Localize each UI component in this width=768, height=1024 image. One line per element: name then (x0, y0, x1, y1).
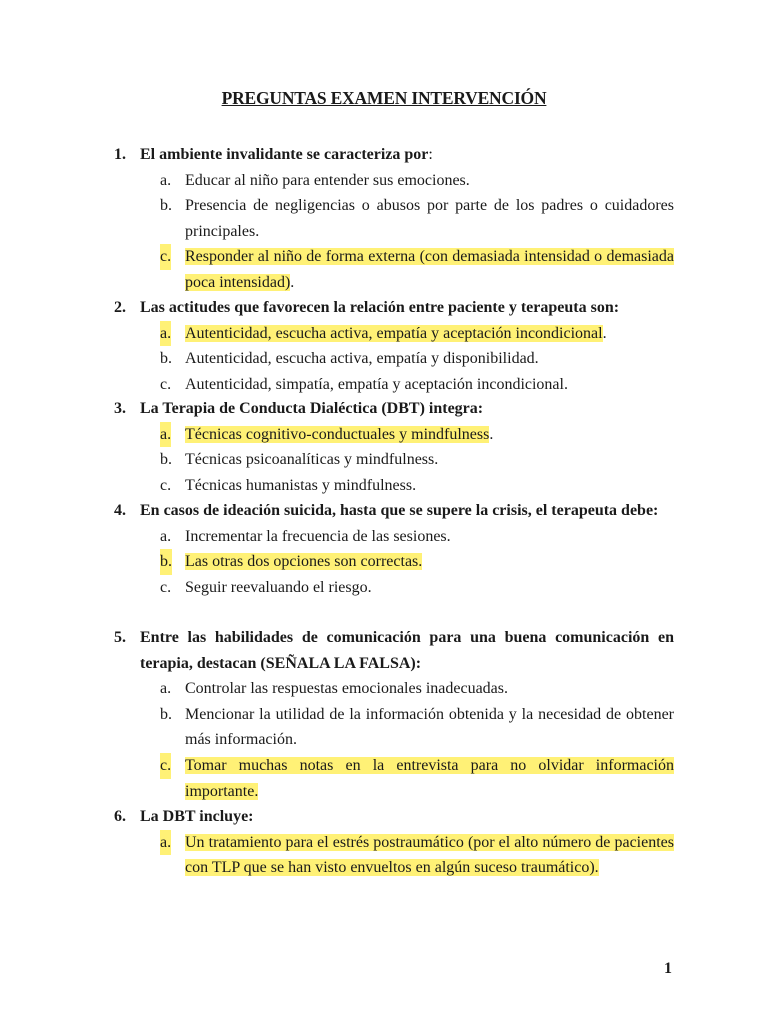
option-a-correct: a. Autenticidad, escucha activa, empatía y aceptación incondicional. (160, 321, 674, 347)
question-stem: La Terapia de Conducta Dialéctica (DBT) integra: (140, 400, 484, 417)
option-b: b. Técnicas psicoanalíticas y mindfulness. (160, 451, 439, 469)
option-c: c. Autenticidad, simpatía, empatía y aceptación incondicional. (160, 375, 568, 393)
question-3 (114, 396, 674, 498)
question-stem: El ambiente invalidante se caracteriza por: (140, 146, 433, 163)
option-c-correct: c. Tomar muchas notas en la entrevista para no olvidar información importante. (160, 753, 674, 804)
document-title: PREGUNTAS EXAMEN INTERVENCIÓN (221, 88, 547, 108)
option-b-correct: b. Las otras dos opciones son correctas. (160, 549, 674, 575)
question-number: 3. (114, 400, 126, 417)
question-6 (114, 804, 674, 881)
option-a: a. Controlar las respuestas emocionales inadecuadas. (160, 680, 508, 698)
question-number: 4. (114, 502, 126, 519)
option-c: c. Seguir reevaluando el riesgo. (160, 578, 372, 596)
question-4 (114, 498, 674, 600)
question-number: 2. (114, 299, 126, 316)
question-stem: La DBT incluye: (140, 808, 254, 825)
question-1 (114, 142, 674, 296)
question-stem: Entre las habilidades de comunicación para una buena comunicación en terapia, destacan (SEÑALA LA FALSA): (140, 629, 674, 672)
option-b: b. Autenticidad, escucha activa, empatía y disponibilidad. (160, 350, 539, 368)
option-b: b. Mencionar la utilidad de la información obtenida y la necesidad de obtener más información. (160, 705, 674, 749)
option-a: a. Educar al niño para entender sus emociones. (160, 171, 470, 189)
question-stem: En casos de ideación suicida, hasta que se supere la crisis, el terapeuta debe: (140, 502, 659, 519)
option-c: c. Técnicas humanistas y mindfulness. (160, 476, 417, 494)
question-number: 5. (114, 629, 126, 646)
question-5 (114, 625, 674, 804)
option-c-correct: c. Responder al niño de forma externa (con demasiada intensidad o demasiada poca intensidad). (160, 244, 674, 295)
question-number: 6. (114, 808, 126, 825)
question-number: 1. (114, 146, 126, 163)
question-2 (114, 295, 674, 397)
option-a-correct: a. Un tratamiento para el estrés postraumático (por el alto número de pacientes con TLP que se han visto envueltos en algún suceso traumático). (160, 830, 674, 881)
page-number: 1 (664, 960, 672, 977)
option-b: b. Presencia de negligencias o abusos por parte de los padres o cuidadores principales. (160, 197, 674, 240)
option-a-correct: a. Técnicas cognitivo-conductuales y mindfulness. (160, 422, 674, 448)
option-a: a. Incrementar la frecuencia de las sesiones. (160, 527, 451, 545)
question-stem: Las actitudes que favorecen la relación entre paciente y terapeuta son: (140, 299, 620, 316)
